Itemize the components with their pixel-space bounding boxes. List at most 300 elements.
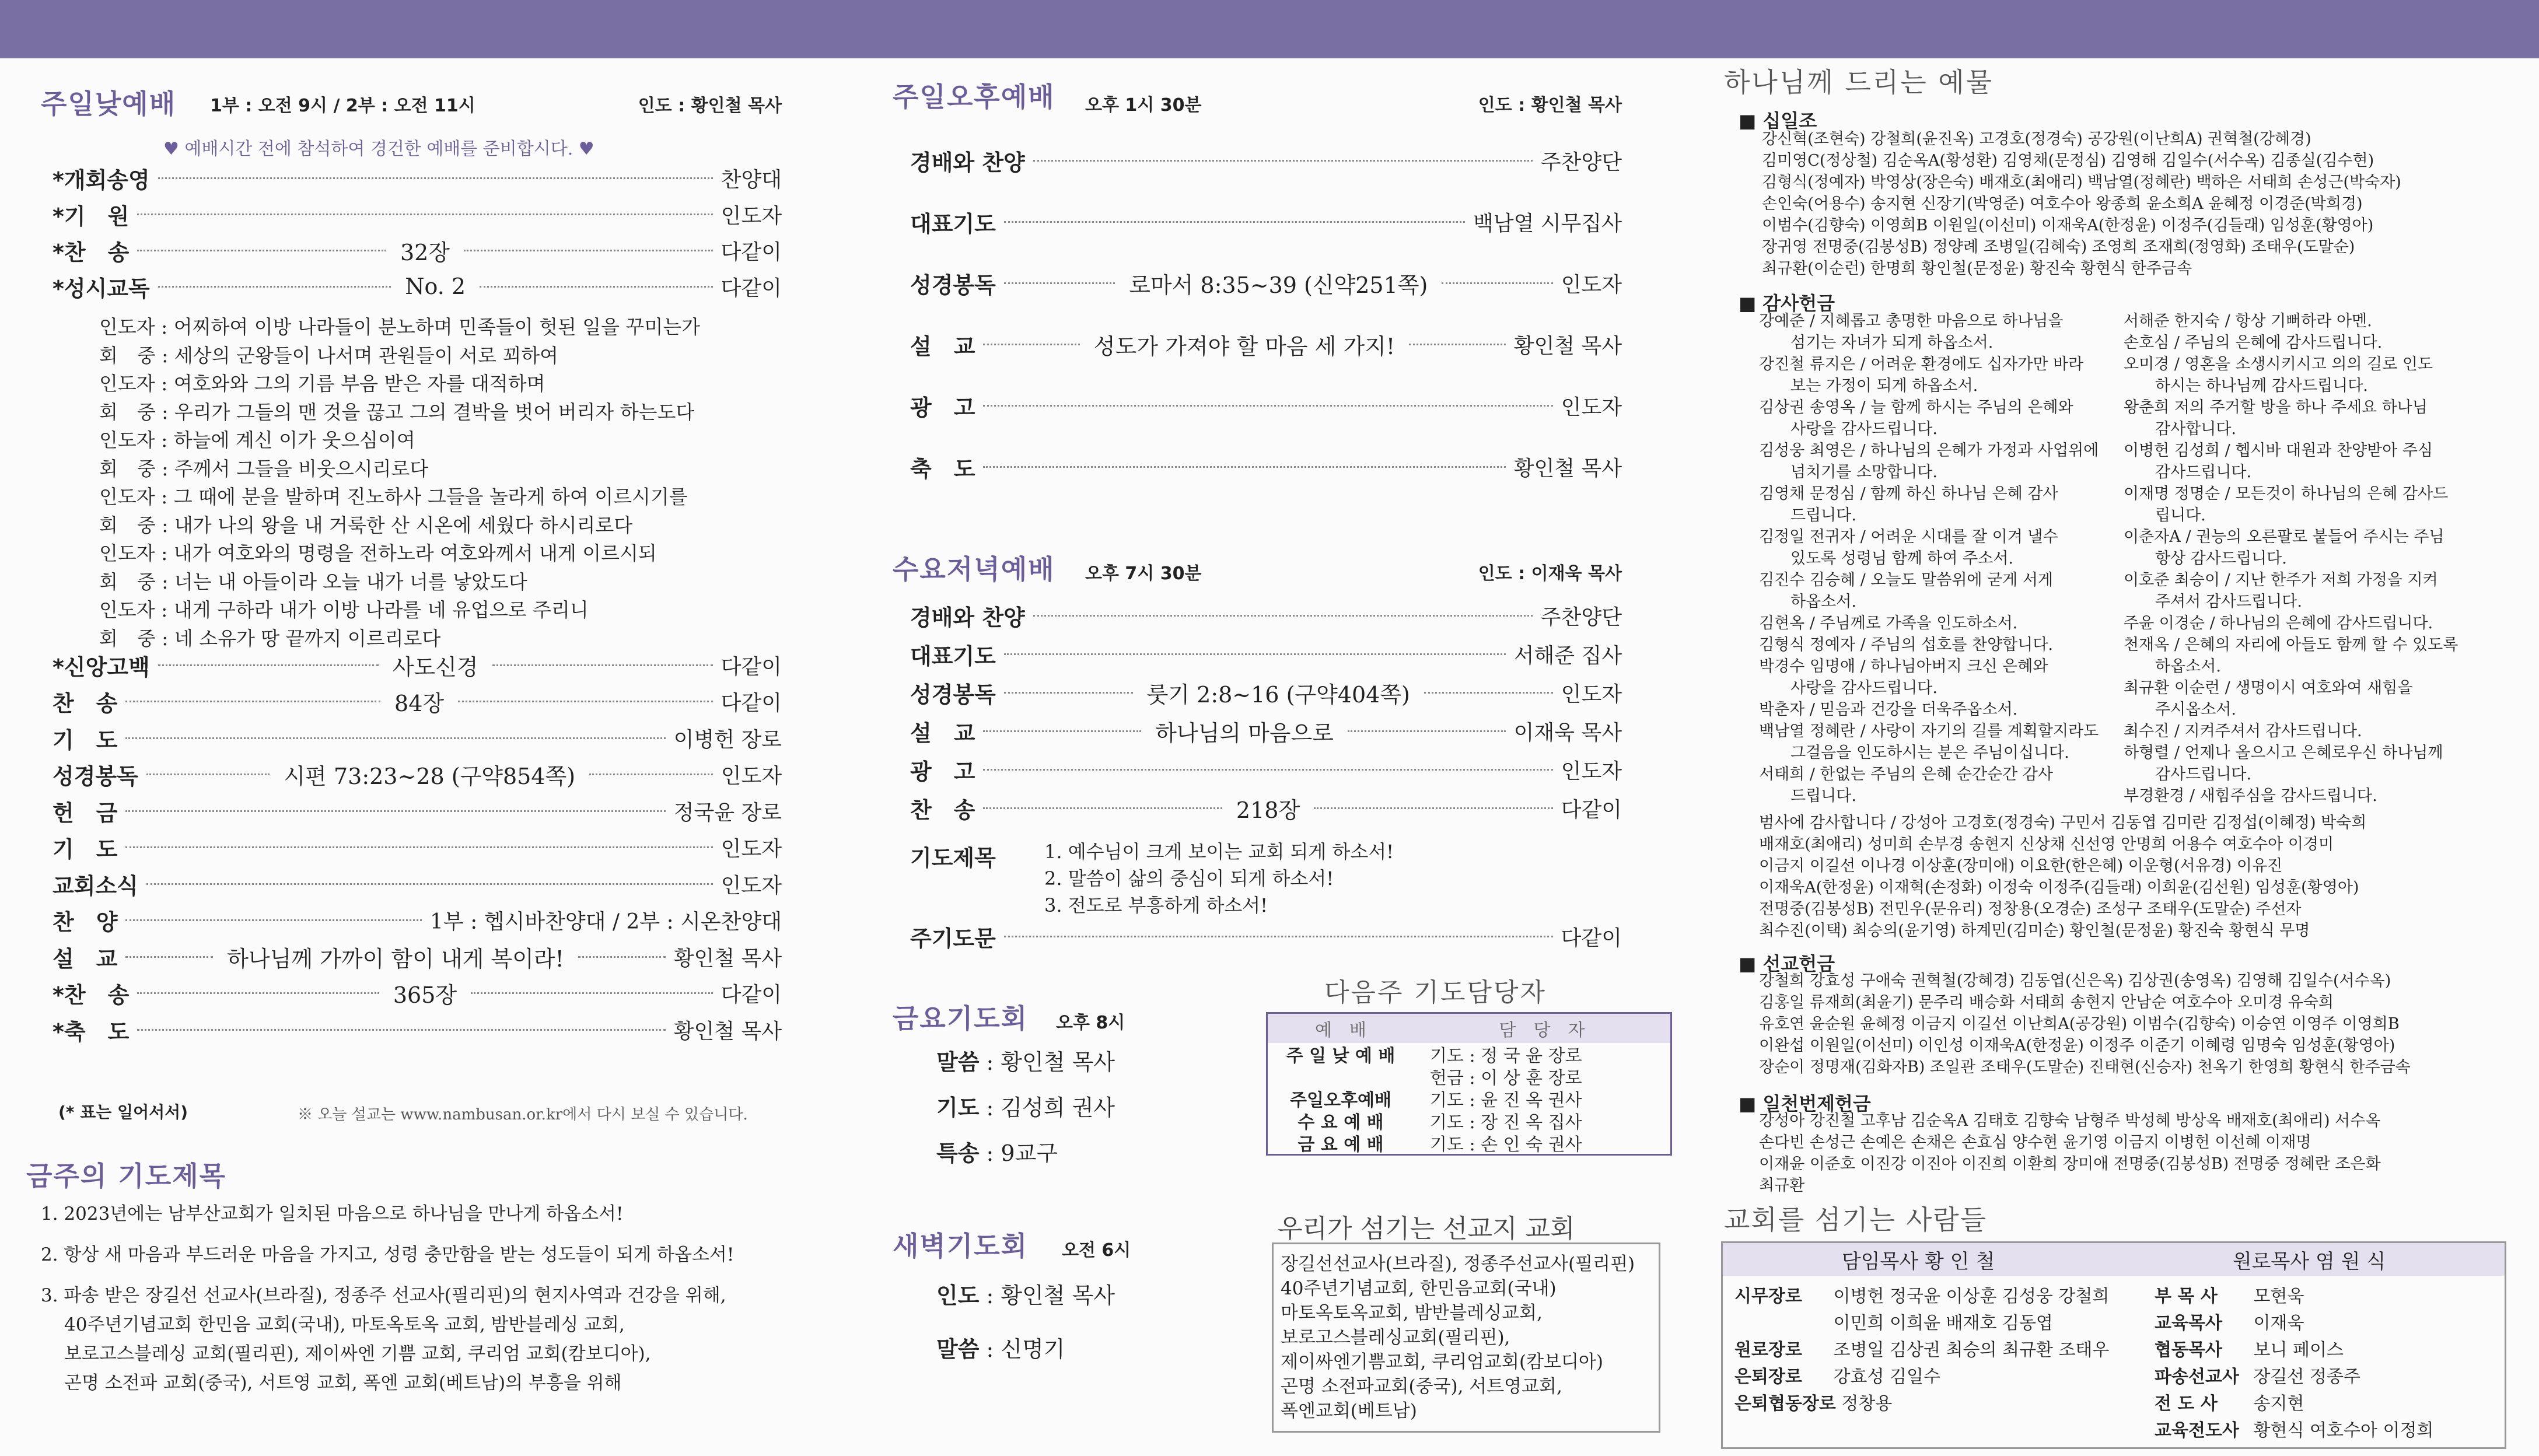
thanks-line: 김상권 송영옥 / 늘 함께 하시는 주님의 은혜와 (1759, 398, 2073, 416)
wednesday-item-row (910, 675, 1622, 710)
thanks-general-line: 전명중(김봉성B) 전민우(문유리) 정창용(오경순) 조성구 조태우(도말순) 주선자 (1759, 900, 2302, 918)
morning-item-content: No. 2 (405, 274, 466, 299)
mission-church-line: 장길선선교사(브라질), 정종주선교사(필리핀) (1281, 1254, 1635, 1275)
prayer-topics-title: 금주의 기도제목 (26, 1160, 227, 1192)
morning-item-right: 찬양대 (721, 167, 782, 192)
afternoon-item-row (910, 327, 1622, 362)
thanks-line: 이춘자A / 권능의 오른팔로 붙들어 주시는 주님 (2124, 528, 2444, 546)
afternoon-item-row (910, 143, 1622, 178)
server-row (1734, 1282, 2109, 1307)
thanks-line: 강진철 류지은 / 어려운 환경에도 십자가만 바라 (1759, 355, 2084, 373)
morning-item-label: *찬 송 (53, 982, 130, 1008)
wednesday-item-right: 이재욱 목사 (1513, 720, 1622, 745)
sermon-online-note: ※ 오늘 설교는 www.nambusan.or.kr에서 다시 보실 수 있습니다. (298, 1106, 748, 1124)
mission-church-line: 마토옥토옥교회, 밤반블레싱교회, (1281, 1303, 1543, 1324)
morning-item-right: 인도자 (721, 764, 782, 788)
next-week-title: 다음주 기도담당자 (1324, 978, 1547, 1007)
wednesday-prayer-item: 3. 전도로 부흥하게 하소서! (1044, 894, 1268, 916)
morning-item-label: *신앙고백 (53, 654, 150, 680)
thanks-line: 보는 가정이 되게 하옵소서. (1759, 377, 1978, 395)
thanks-line: 김형식 정예자 / 주님의 섭호를 찬양합니다. (1759, 636, 2053, 654)
afternoon-item-label: 경배와 찬양 (910, 149, 1025, 176)
responsive-reading-line: 회 중 : 우리가 그들의 맨 것을 끊고 그의 결박을 벗어 버리자 하는도다 (99, 400, 695, 424)
morning-item-content: 하나님께 가까이 함이 내게 복이라! (227, 946, 564, 972)
morning-item-right: 1부 : 헵시바찬양대 / 2부 : 시온찬양대 (430, 910, 782, 934)
responsive-reading-line: 인도자 : 내가 여호와의 명령을 전하노라 여호와께서 내게 이르시되 (99, 542, 657, 565)
server-row (2155, 1389, 2304, 1415)
wednesday-item-right: 주찬양단 (1540, 605, 1622, 629)
morning-item-content: 365장 (393, 982, 457, 1008)
wednesday-item-row (910, 636, 1622, 671)
leader-dots (125, 846, 712, 848)
thanks-line: 이호준 최승이 / 지난 한주가 저희 가정을 지켜 (2124, 571, 2438, 589)
thanks-line: 감사합니다. (2124, 420, 2236, 438)
friday-row (936, 1044, 1115, 1076)
colon: : (979, 1095, 1001, 1121)
wednesday-item-label: 찬 송 (910, 797, 975, 823)
emeritus-pastor: 원로목사 염 원 식 (2232, 1250, 2386, 1273)
leader-dots (464, 250, 713, 251)
leader-dots (578, 956, 666, 958)
wednesday-item-row (910, 713, 1622, 748)
server-names: 정창용 (1835, 1394, 1893, 1414)
server-role: 협동목사 (2155, 1340, 2222, 1360)
wednesday-item-label: 광 고 (910, 758, 975, 785)
dawn-title: 새벽기도회 (893, 1230, 1029, 1262)
morning-item-right: 황인철 목사 (673, 1019, 782, 1044)
afternoon-item-label: 설 교 (910, 333, 975, 359)
server-row (1734, 1308, 2053, 1334)
morning-item-label: 교회소식 (53, 873, 138, 899)
offering-title: 하나님께 드리는 예물 (1724, 66, 1994, 98)
friday-title: 금요기도회 (893, 1003, 1029, 1034)
morning-times: 1부 : 오전 9시 / 2부 : 오전 11시 (210, 96, 475, 116)
wednesday-title: 수요저녁예배 (893, 554, 1055, 585)
server-row (1734, 1335, 2109, 1361)
senior-pastor: 담임목사 황 인 철 (1841, 1250, 1995, 1273)
morning-leader: 인도 : 황인철 목사 (638, 96, 782, 116)
server-role: 은퇴협동장로 (1734, 1394, 1836, 1414)
server-row (2155, 1308, 2304, 1334)
morning-item-content: 84장 (394, 691, 445, 716)
morning-item-right: 다같이 (721, 691, 782, 715)
friday-value: 9교구 (1001, 1140, 1058, 1166)
thanks-line: 서해준 한지숙 / 항상 기뻐하라 아멘. (2124, 312, 2372, 330)
prayer-topic-line: 2. 항상 새 마음과 부드러운 마음을 가지고, 성령 충만함을 받는 성도들이 되게 하옵소서! (41, 1244, 735, 1265)
morning-item-row (53, 757, 782, 792)
leader-dots (983, 344, 1080, 345)
thanks-head: ■ 감사헌금 (1739, 292, 1835, 314)
top-banner (0, 0, 2539, 58)
wednesday-item-content: 218장 (1236, 797, 1300, 823)
leader-dots (1424, 692, 1553, 694)
wednesday-item-label: 경배와 찬양 (910, 604, 1025, 631)
thanks-line: 넘치기를 소망합니다. (1759, 463, 1938, 481)
leader-dots (125, 810, 665, 812)
morning-item-row (53, 866, 782, 901)
leader-dots (137, 214, 712, 215)
server-row (2155, 1335, 2344, 1361)
responsive-reading-line: 인도자 : 여호와와 그의 기름 부음 받은 자를 대적하며 (99, 372, 545, 395)
responsive-reading-line: 회 중 : 주께서 그들을 비웃으시리로다 (99, 457, 429, 480)
leader-dots (1409, 344, 1506, 345)
leader-dots (480, 286, 713, 288)
thanks-line: 김영채 문정심 / 함께 하신 하나님 은혜 감사 (1759, 485, 2058, 503)
server-role: 전 도 사 (2155, 1394, 2218, 1414)
dawn-value: 황인철 목사 (1001, 1283, 1115, 1308)
wednesday-item-right: 다같이 (1561, 797, 1622, 822)
afternoon-item-right: 백남열 시무집사 (1473, 211, 1622, 236)
thanks-line: 하형렬 / 언제나 올으시고 은혜로우신 하나님께 (2124, 744, 2443, 762)
afternoon-item-label: 대표기도 (910, 211, 996, 237)
thanks-line: 강예준 / 지혜롭고 총명한 마음으로 하나님을 (1759, 312, 2064, 330)
morning-item-row (53, 830, 782, 865)
thanks-line: 립니다. (2124, 506, 2206, 524)
mission-offering-line: 이완섭 이원일(이선미) 이인성 이재욱A(한정윤) 이정주 이준기 이혜령 임명숙 임성훈(황영아) (1759, 1037, 2395, 1055)
afternoon-item-right: 인도자 (1561, 272, 1622, 297)
thanks-line: 주셔서 감사드립니다. (2124, 593, 2302, 611)
morning-item-content: 사도신경 (392, 654, 478, 680)
next-week-person: 기도 : 손 인 숙 권사 (1430, 1135, 1582, 1155)
afternoon-item-label: 광 고 (910, 394, 975, 421)
afternoon-item-content: 로마서 8:35~39 (신약251쪽) (1129, 272, 1428, 298)
next-week-head-worship: 예 배 (1315, 1020, 1366, 1041)
responsive-reading-line: 인도자 : 그 때에 분을 발하며 진노하사 그들을 놀라게 하여 이르시기를 (99, 485, 688, 508)
leader-dots (1314, 807, 1553, 809)
thanks-line: 하옵소서. (2124, 657, 2221, 676)
leader-dots (1004, 221, 1465, 223)
leader-dots (137, 250, 386, 251)
dawn-time: 오전 6시 (1062, 1240, 1131, 1261)
missions-box (1272, 1242, 1660, 1433)
leader-dots (983, 807, 1222, 809)
morning-item-right: 황인철 목사 (673, 946, 782, 971)
leader-dots (458, 701, 713, 702)
morning-item-right: 다같이 (721, 276, 782, 300)
server-names: 장길선 정종주 (2248, 1367, 2360, 1387)
leader-dots (137, 1029, 665, 1031)
wednesday-item-row (910, 790, 1622, 825)
mission-offering-head: ■ 선교헌금 (1739, 953, 1835, 975)
next-week-person: 기도 : 정 국 윤 장로 (1430, 1046, 1582, 1066)
afternoon-item-label: 축 도 (910, 456, 975, 482)
thanks-line: 김현옥 / 주님께로 가족을 인도하소서. (1759, 614, 2018, 632)
thanks-line: 주시옵소서. (2124, 701, 2236, 719)
thanks-line: 드립니다. (1759, 506, 1856, 524)
morning-item-content: 시편 73:23~28 (구약854쪽) (284, 764, 576, 789)
thanks-line: 최규환 이순런 / 생명이시 여호와여 새힘을 (2124, 679, 2413, 697)
afternoon-item-row (910, 204, 1622, 239)
wednesday-prayer-item: 2. 말씀이 삶의 중심이 되게 하소서! (1044, 867, 1334, 890)
thanks-general-line: 배재호(최애리) 성미희 손부경 송현지 신상채 신선영 안명희 어용수 여호수아 이경미 (1759, 835, 2334, 853)
mission-church-line: 폭엔교회(베트남) (1281, 1401, 1417, 1422)
leader-dots (1004, 692, 1133, 694)
thanks-line: 부경환경 / 새힘주심을 감사드립니다. (2124, 787, 2377, 805)
server-row (2155, 1282, 2304, 1307)
afternoon-time: 오후 1시 30분 (1085, 95, 1202, 116)
leader-dots (1004, 282, 1115, 284)
mission-church-line: 제이싸엔기쁨교회, 쿠리엄교회(캄보디아) (1281, 1352, 1603, 1373)
morning-item-row (53, 197, 782, 232)
next-week-person: 헌금 : 이 상 훈 장로 (1430, 1068, 1582, 1088)
prayer-topic-line: 보로고스블레싱 교회(필리핀), 제이싸엔 기쁨 교회, 쿠리엄 교회(캄보디아), (64, 1343, 651, 1364)
morning-item-right: 다같이 (721, 240, 782, 264)
mission-offering-line: 김홍일 류재희(최윤기) 문주리 배승화 서태희 송현지 안남순 여호수아 오미경 유숙희 (1759, 993, 2334, 1012)
morning-item-row (53, 269, 782, 304)
wednesday-item-label: 성경봉독 (910, 681, 996, 708)
wednesday-item-right: 서해준 집사 (1513, 643, 1622, 668)
morning-item-row (53, 1012, 782, 1047)
server-names: 조병일 김상권 최승의 최규환 조태우 (1828, 1340, 2110, 1360)
thanks-line: 박경수 임명애 / 하나님아버지 크신 은혜와 (1759, 657, 2048, 676)
morning-item-label: 찬 송 (53, 691, 118, 716)
thanks-line: 있도록 성령님 함께 하여 주소서. (1759, 550, 2013, 568)
prayer-topic-line: 곤명 소전파 교회(중국), 서트영 교회, 폭엔 교회(베트남)의 부흥을 위해 (64, 1373, 622, 1394)
leader-dots (1442, 282, 1552, 284)
morning-item-right: 다같이 (721, 983, 782, 1007)
responsive-reading-line: 회 중 : 너는 내 아들이라 오늘 내가 너를 낳았도다 (99, 570, 527, 593)
thanks-line: 드립니다. (1759, 787, 1856, 805)
server-names: 모현욱 (2248, 1286, 2304, 1307)
next-week-person: 기도 : 윤 진 옥 권사 (1430, 1090, 1582, 1111)
morning-item-label: 기 도 (53, 836, 118, 862)
afternoon-item-right: 주찬양단 (1540, 150, 1622, 174)
wednesday-item-row (910, 752, 1622, 787)
morning-item-row (53, 720, 782, 755)
servers-title: 교회를 섬기는 사람들 (1724, 1204, 1988, 1236)
server-role: 교육목사 (2155, 1313, 2222, 1334)
responsive-reading-line: 회 중 : 내가 나의 왕을 내 거룩한 산 시온에 세웠다 하시리로다 (99, 513, 633, 537)
server-names: 황현식 여호수아 이정희 (2248, 1420, 2434, 1441)
wednesday-item-row (910, 598, 1622, 633)
wednesday-leader: 인도 : 이재욱 목사 (1478, 564, 1622, 584)
first-offering-line: 이재윤 이준호 이진강 이진아 이진희 이환희 장미애 전명중(김봉성B) 전명중 정혜란 조은화 (1759, 1155, 2381, 1173)
next-week-person: 기도 : 장 진 옥 집사 (1430, 1112, 1582, 1133)
leader-dots (137, 992, 379, 994)
server-row (2155, 1362, 2360, 1388)
leader-dots (158, 664, 379, 666)
afternoon-item-right: 황인철 목사 (1513, 456, 1622, 481)
tithe-line: 최규환(이순런) 한명희 황인철(문정윤) 황진숙 황현식 한주금속 (1762, 260, 2192, 278)
morning-item-row (53, 793, 782, 828)
tithe-line: 장귀영 전명중(김봉성B) 정양례 조병일(김혜숙) 조영희 조재희(정영화) 조태우(도말순) (1762, 238, 2355, 256)
thanks-line: 김진수 김승혜 / 오늘도 말씀위에 굳게 서게 (1759, 571, 2053, 589)
server-names: 이병헌 정국윤 이상훈 김성웅 강철희 (1828, 1286, 2110, 1307)
afternoon-item-row (910, 449, 1622, 484)
dawn-row (936, 1331, 1065, 1363)
server-names: 이재욱 (2248, 1313, 2304, 1334)
morning-item-row (53, 648, 782, 682)
thanks-line: 감사드립니다. (2124, 463, 2252, 481)
afternoon-item-row (910, 265, 1622, 300)
leader-dots (983, 405, 1552, 407)
morning-item-content: 32장 (400, 239, 450, 265)
thanks-line: 서태희 / 한없는 주님의 은혜 순간순간 감사 (1759, 765, 2053, 783)
wednesday-item-right: 인도자 (1561, 759, 1622, 783)
thanks-line: 오미경 / 영혼을 소생시키시고 의의 길로 인도 (2124, 355, 2433, 373)
morning-item-label: 성경봉독 (53, 764, 138, 789)
thanks-line: 그걸음을 인도하시는 분은 주님이십니다. (1759, 744, 2069, 762)
morning-item-label: 설 교 (53, 946, 118, 972)
thanks-general-line: 이금지 이길선 이나경 이상훈(장미애) 이요한(한은혜) 이운형(서유경) 이유진 (1759, 857, 2283, 875)
afternoon-item-content: 성도가 가져야 할 마음 세 가지! (1093, 333, 1396, 359)
morning-item-row (53, 939, 782, 974)
afternoon-title: 주일오후예배 (893, 81, 1055, 113)
mission-offering-line: 장순이 정명재(김화자B) 조일관 조태우(도말순) 진태현(신승자) 천옥기 한영희 황현식 한주금속 (1759, 1058, 2411, 1076)
next-week-head-person: 담 당 자 (1499, 1020, 1585, 1041)
friday-label: 기도 (936, 1095, 980, 1121)
thanks-line: 사랑을 감사드립니다. (1759, 420, 1938, 438)
colon: : (979, 1049, 1001, 1075)
next-week-table (1266, 1012, 1672, 1156)
responsive-reading-line: 인도자 : 내게 구하라 내가 이방 나라를 네 유업으로 주리니 (99, 598, 589, 621)
thanks-line: 김정일 전귀자 / 어려운 시대를 잘 이겨 낼수 (1759, 528, 2058, 546)
mission-church-line: 보로고스블레싱교회(필리핀), (1281, 1327, 1510, 1348)
morning-item-right: 인도자 (721, 873, 782, 898)
first-offering-line: 최규환 (1759, 1177, 1805, 1195)
thanks-line: 주윤 이경순 / 하나님의 은혜에 감사드립니다. (2124, 614, 2433, 632)
thanks-line: 김성웅 최영은 / 하나님의 은혜가 가정과 사업위에 (1759, 442, 2099, 460)
next-week-worship: 수 요 예 배 (1298, 1112, 1384, 1133)
leader-dots (589, 774, 713, 775)
leader-dots (125, 919, 422, 921)
morning-item-right: 이병헌 장로 (673, 727, 782, 752)
lords-prayer-right: 다같이 (1561, 926, 1622, 950)
server-role: 은퇴장로 (1734, 1367, 1802, 1387)
tithe-line: 손인숙(어용수) 송지현 신장기(박영준) 여호수아 왕종희 윤소희A 윤혜정 이경준(박희경) (1762, 195, 2363, 213)
offering-column (1715, 58, 2509, 1456)
dawn-row (936, 1278, 1115, 1310)
thanks-line: 하옵소서. (1759, 593, 1856, 611)
mission-church-line: 40주년기념교회, 한민음교회(국내) (1281, 1278, 1557, 1299)
thanks-line: 항상 감사드립니다. (2124, 550, 2287, 568)
wednesday-time: 오후 7시 30분 (1085, 564, 1202, 584)
leader-dots (983, 466, 1505, 468)
morning-item-row (53, 903, 782, 938)
thanks-general-line: 이재욱A(한정윤) 이재혁(손정화) 이정숙 이정주(김들래) 이희윤(김선원) 임성훈(황영아) (1759, 878, 2359, 897)
leader-dots (1004, 653, 1506, 655)
server-role: 파송선교사 (2155, 1367, 2239, 1387)
thanks-line: 사랑을 감사드립니다. (1759, 679, 1938, 697)
worship-notice: ♥ 예배시간 전에 참석하여 경건한 예배를 준비합시다. ♥ (163, 139, 594, 159)
mission-offering-line: 유호연 윤순원 윤혜정 이금지 이길선 이난희A(공강원) 이범수(김향숙) 이승연 이영주 이영희B (1759, 1015, 2400, 1033)
wednesday-item-content: 하나님의 마음으로 (1155, 720, 1334, 746)
thanks-line: 최수진 / 지켜주셔서 감사드립니다. (2124, 722, 2362, 740)
friday-row (936, 1090, 1115, 1122)
leader-dots (146, 774, 270, 775)
server-role: 시무장로 (1734, 1286, 1802, 1307)
first-offering-line: 손다빈 손성근 손예은 손채은 손효심 양수현 윤기영 이금지 이병헌 이선혜 이재명 (1759, 1133, 2311, 1152)
morning-item-row (53, 233, 782, 268)
colon: : (979, 1283, 1001, 1308)
dawn-value: 신명기 (1001, 1336, 1065, 1362)
morning-item-label: *찬 송 (53, 239, 130, 265)
mission-church-line: 곤명 소전파교회(중국), 서트영교회, (1281, 1376, 1562, 1397)
wednesday-item-content: 룻기 2:8~16 (구약404쪽) (1146, 681, 1410, 708)
lords-prayer-row (910, 919, 1622, 954)
server-row (1734, 1389, 1892, 1415)
leader-dots (1033, 160, 1533, 162)
morning-item-right: 인도자 (721, 837, 782, 861)
wednesday-prayer-item: 1. 예수님이 크게 보이는 교회 되게 하소서! (1044, 841, 1394, 863)
morning-item-label: *기 원 (53, 203, 130, 229)
tithe-line: 김미영C(정상철) 김순옥A(황성환) 김영채(문정심) 김영해 김일수(서수옥) 김종실(김수현) (1762, 152, 2374, 170)
morning-item-label: 찬 양 (53, 909, 118, 935)
afternoon-item-right: 황인철 목사 (1513, 334, 1622, 358)
afternoon-item-right: 인도자 (1561, 395, 1622, 419)
first-offering-line: 강성아 강진철 고후남 김순옥A 김태호 김향숙 남형주 박성혜 방상옥 배재호(최애리) 서수옥 (1759, 1112, 2381, 1130)
dawn-label: 말씀 (936, 1336, 980, 1362)
friday-label: 특송 (936, 1140, 980, 1166)
tithe-line: 김형식(정예자) 박영상(장은숙) 배재호(최애리) 백남열(정혜란) 백하은 서태희 손성근(박숙자) (1762, 173, 2401, 191)
leader-dots (983, 730, 1141, 732)
prayer-topic-line: 40주년기념교회 한민음 교회(국내), 마토옥토옥 교회, 밤반블레싱 교회, (64, 1314, 625, 1335)
thanks-line: 왕춘희 저의 주거할 방을 하나 주세요 하나님 (2124, 398, 2428, 416)
morning-worship-column (23, 58, 799, 1456)
tithe-line: 강신혁(조현숙) 강철희(윤진옥) 고경호(정경숙) 공강원(이난희A) 권혁철(강혜경) (1762, 130, 2311, 148)
thanks-line: 감사드립니다. (2124, 765, 2252, 783)
dawn-label: 인도 (936, 1283, 980, 1308)
colon: : (979, 1336, 1001, 1362)
morning-item-row (53, 684, 782, 719)
friday-time: 오후 8시 (1056, 1013, 1125, 1033)
tithe-head: ■ 십일조 (1739, 110, 1817, 132)
server-names: 송지현 (2248, 1394, 2304, 1414)
tithe-line: 이범수(김향숙) 이영희B 이원일(이선미) 이재욱A(한정윤) 이정주(김들래) 임성훈(황영아) (1762, 216, 2374, 235)
next-week-worship: 주 일 낮 예 배 (1286, 1046, 1396, 1066)
morning-title: 주일낮예배 (41, 88, 177, 120)
afternoon-item-label: 성경봉독 (910, 272, 996, 298)
servers-box (1721, 1241, 2506, 1449)
responsive-reading-line: 회 중 : 네 소유가 땅 끝까지 이르리로다 (99, 626, 441, 650)
morning-item-right: 정국윤 장로 (673, 800, 782, 825)
morning-item-right: 다같이 (721, 654, 782, 679)
thanks-line: 이재명 정명순 / 모든것이 하나님의 은혜 감사드 (2124, 485, 2449, 503)
first-offering-head: ■ 일천번제헌금 (1739, 1093, 1871, 1115)
server-row (1734, 1362, 1940, 1388)
morning-item-right: 인도자 (721, 204, 782, 228)
prayer-topic-line: 3. 파송 받은 장길선 선교사(브라질), 정종주 선교사(필리핀)의 현지사역과 건강을 위해, (41, 1285, 726, 1306)
leader-dots (146, 883, 713, 885)
leader-dots (125, 737, 665, 739)
server-row (2155, 1416, 2433, 1441)
leader-dots (492, 664, 713, 666)
leader-dots (1348, 730, 1506, 732)
thanks-line: 섬기는 자녀가 되게 하옵소서. (1759, 334, 1994, 352)
standing-note: (* 표는 일어서서) (58, 1102, 188, 1122)
thanks-line: 박춘자 / 믿음과 건강을 더욱주옵소서. (1759, 701, 2018, 719)
server-names: 강효성 김일수 (1828, 1367, 1940, 1387)
leader-dots (158, 286, 391, 288)
wednesday-item-label: 설 교 (910, 720, 975, 746)
prayer-topic-line: 1. 2023년에는 남부산교회가 일치된 마음으로 하나님을 만나게 하옵소서! (41, 1203, 624, 1224)
server-role: 부 목 사 (2155, 1286, 2218, 1307)
thanks-general-line: 최수진(이택) 최승의(윤기영) 하계민(김미순) 황인철(문정윤) 황진숙 황현식 무명 (1759, 922, 2310, 940)
friday-row (936, 1135, 1058, 1167)
thanks-line: 손호심 / 주님의 은혜에 감사드립니다. (2124, 334, 2383, 352)
morning-item-label: *성시교독 (53, 275, 150, 302)
lords-prayer-label: 주기도문 (910, 925, 996, 951)
server-names: 보니 페이스 (2248, 1340, 2344, 1360)
thanks-line: 하시는 하나님께 감사드립니다. (2124, 377, 2368, 395)
thanks-line: 천재옥 / 은혜의 자리에 아들도 함께 할 수 있도록 (2124, 636, 2458, 654)
morning-item-label: *개회송영 (53, 167, 150, 193)
responsive-reading-line: 회 중 : 세상의 군왕들이 나서며 관원들이 서로 꾀하여 (99, 344, 558, 367)
friday-value: 김성희 권사 (1001, 1095, 1115, 1121)
leader-dots (1033, 615, 1533, 617)
colon: : (979, 1140, 1001, 1166)
wednesday-item-label: 대표기도 (910, 643, 996, 669)
